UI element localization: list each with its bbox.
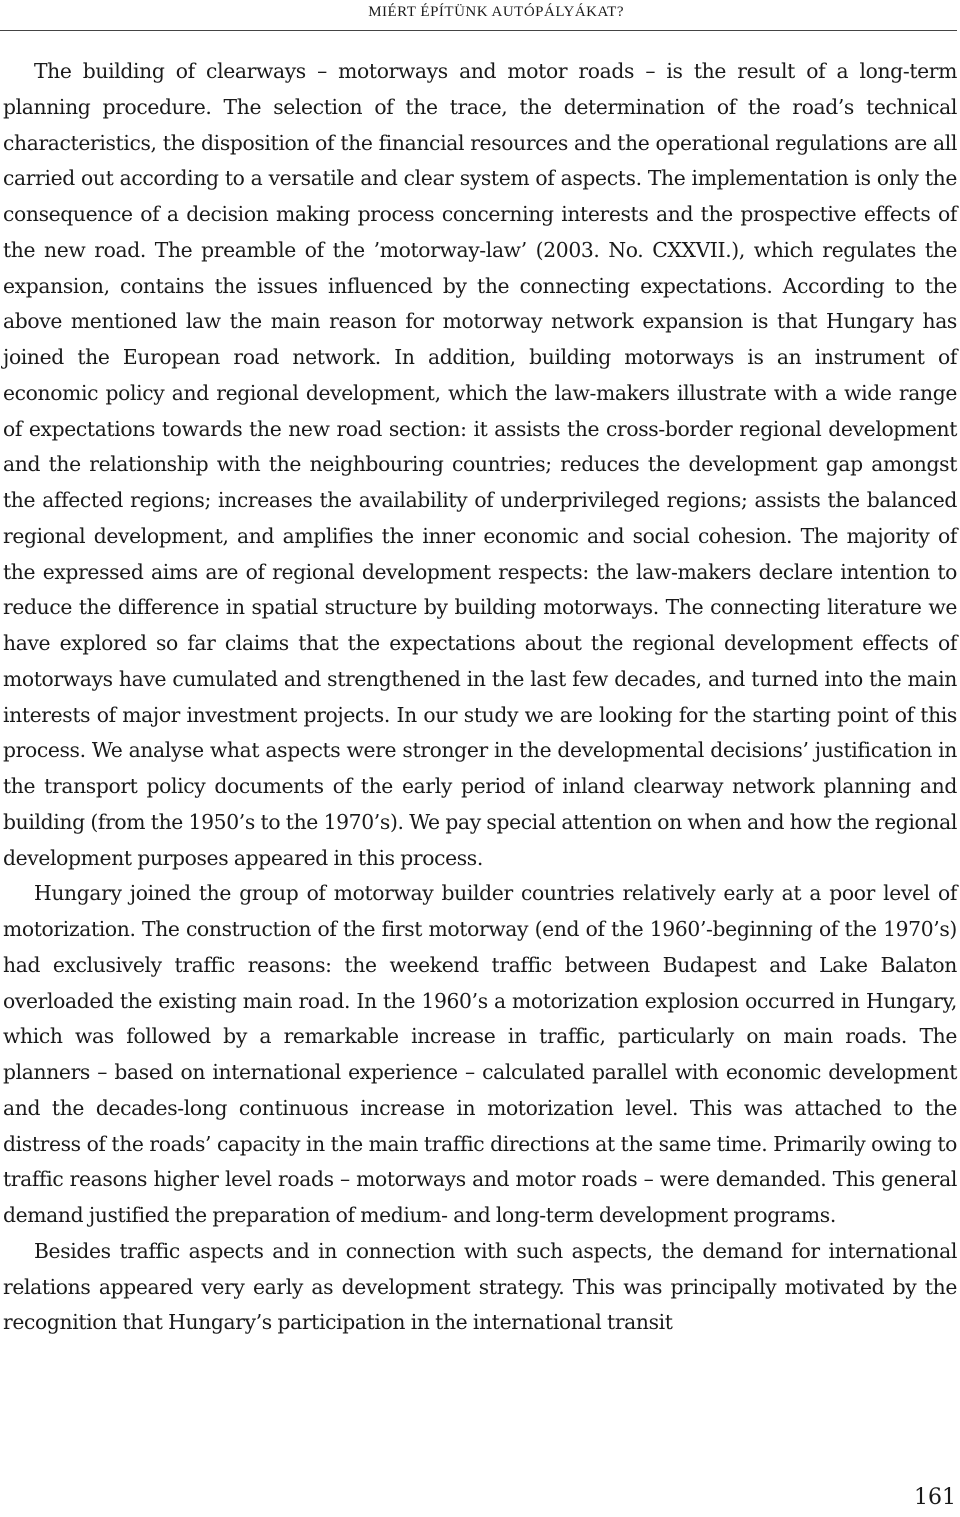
header-divider	[0, 30, 957, 31]
page-number: 161	[914, 1485, 956, 1510]
running-header-title: MIÉRT ÉPÍTÜNK AUTÓPÁLYÁKAT?	[368, 4, 624, 20]
paragraph-1: The building of clearways – motorways and motor roads – is the result of a long-term planning procedure. The selection of the trace, the determination of the road’s technical characteristics, the disposition of the financial resources and the operational regulations are all carried out according to a versatile and clear system of aspects. The implementation is only the consequence of a decision making process concerning interests and the prospective effects of the new road. The preamble of the ’motorway-law’ (2003. No. CXXVII.), which regulates the expansion, contains the issues influenced by the connecting expectations. According to the above mentioned law the main reason for motorway network expansion is that Hungary has joined the European road network. In addition, building motorways is an instrument of economic policy and regional development, which the law-makers illustrate with a wide range of expectations towards the new road section: it assists the cross-border regional development and the relationship with the neighbouring countries; reduces the development gap amongst the affected regions; increases the availability of underprivileged regions; assists the balanced regional development, and amplifies the inner economic and social cohesion. The majority of the expressed aims are of regional development respects: the law-makers declare intention to reduce the difference in spatial structure by building motorways. The connecting literature we have explored so far claims that the expectations about the regional development effects of motorways have cumulated and strengthened in the last few decades, and turned into the main interests of major investment projects. In our study we are looking for the starting point of this process. We analyse what aspects were stronger in the developmental decisions’ justification in the transport policy documents of the early period of inland clearway network planning and building (from the 1950’s to the 1970’s). We pay special attention on when and how the regional development purposes appeared in this process.	[3, 59, 957, 870]
paragraph-2: Hungary joined the group of motorway builder countries relatively early at a poor level of motorization. The construction of the first motorway (end of the 1960’-beginning of the 1970’s) had exclusively traffic reasons: the weekend traffic between Budapest and Lake Balaton overloaded the existing main road. In the 1960’s a motorization explosion occurred in Hungary, which was followed by a remarkable increase in traffic, particularly on main roads. The planners – based on international experience – calculated parallel with economic development and the decades-long continuous increase in motorization level. This was attached to the distress of the roads’ capacity in the main traffic directions at the same time. Primarily owing to traffic reasons higher level roads – motorways and motor roads – were demanded. This general demand justified the preparation of medium- and long-term development programs.	[3, 881, 957, 1227]
paragraph-3: Besides traffic aspects and in connection with such aspects, the demand for international relations appeared very early as development strategy. This was principally motivated by the recognition that Hungary’s participation in the international transit	[3, 1238, 957, 1335]
article-body	[3, 54, 957, 1341]
